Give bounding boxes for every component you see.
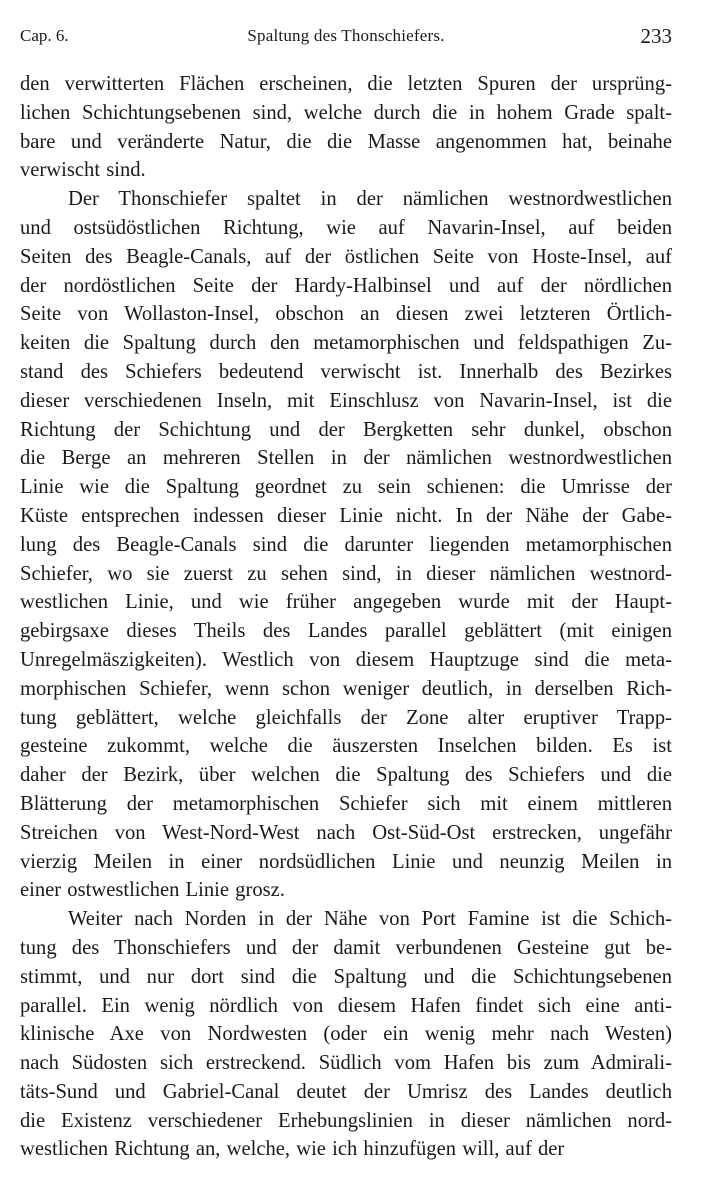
text-line: Seite von Wollaston-Insel, obschon an diesen zwei letzteren Örtlich- <box>20 303 672 326</box>
text-line: vierzig Meilen in einer nordsüdlichen Linie und neunzig Meilen in <box>20 850 672 873</box>
paragraph <box>20 905 672 1164</box>
page-number: 233 <box>640 24 672 48</box>
text-line: Linie wie die Spaltung geordnet zu sein schienen: die Umrisse der <box>20 476 672 499</box>
chapter-label: Cap. 6. <box>20 26 69 45</box>
text-line: tung des Thonschiefers und der damit verbundenen Gesteine gut be- <box>20 936 672 959</box>
text-line: nach Südosten sich erstreckend. Südlich vom Hafen bis zum Admirali- <box>20 1052 672 1075</box>
text-line: klinische Axe von Nordwesten (oder ein wenig mehr nach Westen) <box>20 1023 672 1046</box>
paragraph <box>20 185 672 905</box>
text-line: die Berge an mehreren Stellen in der nämlichen westnordwestlichen <box>20 447 672 470</box>
text-line: stimmt, und nur dort sind die Spaltung und die Schichtungsebenen <box>20 965 672 988</box>
text-line: lichen Schichtungsebenen sind, welche durch die in hohem Grade spalt- <box>20 101 672 124</box>
text-line: gesteine zukommt, welche die äuszersten Inselchen bilden. Es ist <box>20 735 672 758</box>
text-line: Küste entsprechen indessen dieser Linie nicht. In der Nähe der Gabe- <box>20 504 672 527</box>
text-line: Streichen von West-Nord-West nach Ost-Süd-Ost erstrecken, ungefähr <box>20 821 672 844</box>
text-line: die Existenz verschiedener Erhebungslinien in dieser nämlichen nord- <box>20 1109 672 1132</box>
text-line: daher der Bezirk, über welchen die Spaltung des Schiefers und die <box>20 764 672 787</box>
text-line: Der Thonschiefer spaltet in der nämlichen westnordwestlichen <box>68 188 672 211</box>
text-line: keiten die Spaltung durch den metamorphischen und feldspathigen Zu- <box>20 332 672 355</box>
paragraph <box>20 70 672 185</box>
text-line: täts-Sund und Gabriel-Canal deutet der Umrisz des Landes deutlich <box>20 1080 672 1103</box>
text-line: Seiten des Beagle-Canals, auf der östlichen Seite von Hoste-Insel, auf <box>20 245 672 268</box>
text-line: lung des Beagle-Canals sind die darunter liegenden metamorphischen <box>20 533 672 556</box>
book-page <box>20 22 672 1164</box>
text-line: tung geblättert, welche gleichfalls der Zone alter eruptiver Trapp- <box>20 706 672 729</box>
text-line: und ostsüdöstlichen Richtung, wie auf Navarin-Insel, auf beiden <box>20 216 672 239</box>
text-line: dieser verschiedenen Inseln, mit Einschlusz von Navarin-Insel, ist die <box>20 389 672 412</box>
text-line: morphischen Schiefer, wenn schon weniger deutlich, in derselben Rich- <box>20 677 672 700</box>
text-line: Unregelmäszigkeiten). Westlich von diesem Hauptzuge sind die meta- <box>20 648 672 671</box>
page-header <box>20 22 672 56</box>
text-line: einer ostwestlichen Linie grosz. <box>20 879 285 902</box>
text-line: Richtung der Schichtung und der Bergketten sehr dunkel, obschon <box>20 418 672 441</box>
text-line: westlichen Linie, und wie früher angegeben wurde mit der Haupt- <box>20 591 672 614</box>
text-line: stand des Schiefers bedeutend verwischt ist. Innerhalb des Bezirkes <box>20 360 672 383</box>
running-title: Spaltung des Thonschiefers. <box>247 26 445 45</box>
text-line: der nordöstlichen Seite der Hardy-Halbinsel und auf der nördlichen <box>20 274 672 297</box>
text-line: westlichen Richtung an, welche, wie ich hinzufügen will, auf der <box>20 1138 565 1161</box>
text-line: Weiter nach Norden in der Nähe von Port Famine ist die Schich- <box>68 908 672 931</box>
text-line: den verwitterten Flächen erscheinen, die letzten Spuren der ursprüng- <box>20 73 672 95</box>
text-line: gebirgsaxe dieses Theils des Landes parallel geblättert (mit einigen <box>20 620 672 643</box>
body-text <box>20 70 672 1164</box>
text-line: bare und veränderte Natur, die die Masse angenommen hat, beinahe <box>20 130 672 153</box>
text-line: parallel. Ein wenig nördlich von diesem Hafen findet sich eine anti- <box>20 994 672 1017</box>
text-line: Schiefer, wo sie zuerst zu sehen sind, in dieser nämlichen westnord- <box>20 562 672 585</box>
text-line: Blätterung der metamorphischen Schiefer sich mit einem mittleren <box>20 792 672 815</box>
text-line: verwischt sind. <box>20 159 146 182</box>
